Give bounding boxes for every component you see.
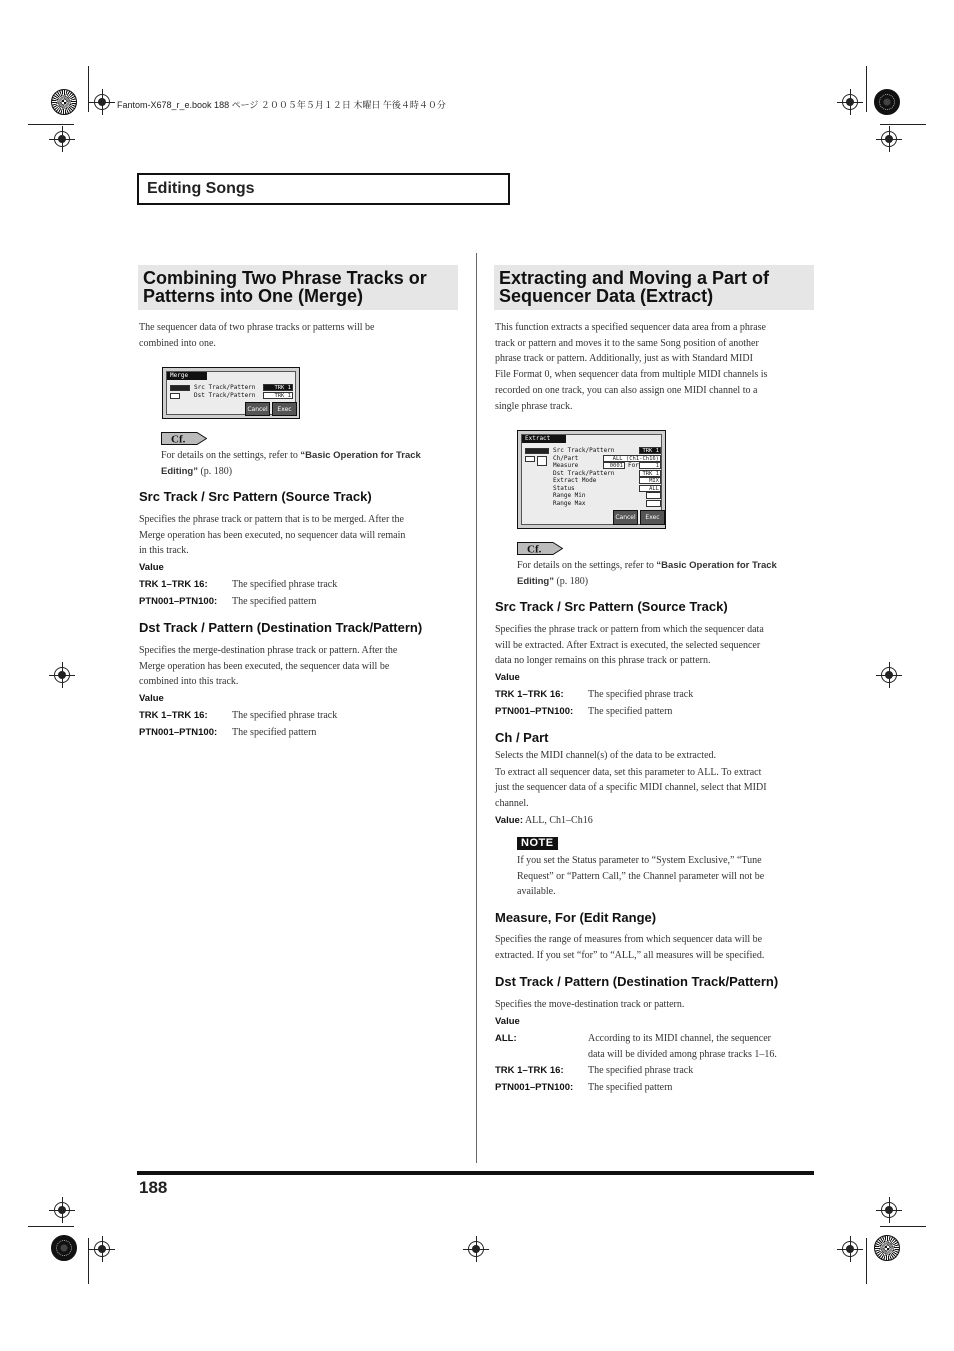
- extract-measure-desc: [495, 932, 815, 963]
- merge-row-src: Src Track/Pattern: [194, 384, 256, 391]
- extract-ch-heading: Ch / Part: [495, 730, 549, 745]
- note-text: [517, 853, 817, 900]
- value-row: [495, 687, 815, 702]
- crop-mark: [880, 1226, 926, 1227]
- registration-mark-icon: [54, 131, 70, 147]
- cf-text: For details on the settings, refer to: [161, 450, 301, 461]
- registration-mark-icon: [842, 94, 858, 110]
- extract-screen-display: [521, 434, 662, 525]
- extract-title-line1: Extracting and Moving a Part of: [499, 268, 770, 288]
- extract-exec-button[interactable]: Exec: [640, 510, 665, 525]
- cf-page-ref: (p. 180): [553, 575, 589, 587]
- desc-line: Specifies the phrase track or pattern that is to be merged. After the: [139, 514, 404, 525]
- value-label: Value:: [495, 815, 523, 826]
- registration-mark-icon: [881, 1202, 897, 1218]
- extract-src-field[interactable]: TRK 1: [639, 447, 661, 454]
- merge-src-heading: Src Track / Src Pattern (Source Track): [139, 489, 372, 504]
- merge-dst-heading: Dst Track / Pattern (Destination Track/Pattern): [139, 620, 423, 635]
- intro-line: File Format 0, when sequencer data from multiple MIDI channels is: [495, 369, 768, 381]
- merge-src-field[interactable]: TRK 1: [263, 384, 293, 391]
- desc-line: combined into this track.: [139, 676, 239, 688]
- extract-measure-heading: Measure, For (Edit Range): [495, 910, 657, 925]
- registration-mark-icon: [94, 1241, 110, 1257]
- value-label: Value: [139, 693, 164, 704]
- registration-mark-icon: [842, 1241, 858, 1257]
- desc-line: will be extracted. After Extract is executed, the selected sequencer: [495, 639, 761, 651]
- merge-section-title: [138, 265, 458, 310]
- value-row: [139, 577, 459, 592]
- color-registration-wheel-icon: [51, 89, 77, 115]
- cf-link-text[interactable]: “Basic Operation for Track: [656, 560, 777, 571]
- value-row: [495, 1031, 815, 1063]
- extract-status-field[interactable]: ALL: [639, 485, 661, 492]
- merge-cf-text: [161, 448, 471, 479]
- color-registration-wheel-icon: [874, 89, 900, 115]
- merge-screen-title: Merge: [167, 372, 207, 380]
- track-icon: [525, 448, 549, 454]
- extract-cancel-button[interactable]: Cancel: [613, 510, 638, 525]
- intro-line: phrase track or pattern. Additionally, just as with Standard MIDI: [495, 353, 753, 365]
- merge-exec-button[interactable]: Exec: [272, 402, 297, 416]
- value-row: [495, 1080, 815, 1095]
- extract-cf-text: [517, 558, 817, 589]
- registration-mark-icon: [54, 1202, 70, 1218]
- cf-link-text[interactable]: Editing”: [161, 465, 198, 477]
- value-label: Value: [139, 562, 164, 573]
- value-key: PTN001–PTN100:: [139, 596, 218, 607]
- value-desc: According to its MIDI channel, the sequencer: [588, 1033, 771, 1044]
- registration-mark-icon: [881, 131, 897, 147]
- cf-reference-icon: [161, 432, 207, 445]
- cf-link-text[interactable]: “Basic Operation for Track: [300, 450, 421, 461]
- extract-dst-field[interactable]: TRK 1: [639, 470, 661, 477]
- value-row: [139, 708, 459, 723]
- extract-section-title: [494, 265, 814, 310]
- extract-row: Extract Mode: [553, 477, 597, 484]
- cf-page-ref: (p. 180): [197, 465, 233, 477]
- value-desc: The specified pattern: [588, 706, 673, 717]
- extract-dst-desc: Specifies the move-destination track or pattern.: [495, 999, 685, 1010]
- desc-line: Merge operation has been executed, no sequencer data will remain: [139, 529, 406, 541]
- value-label: Value: [495, 672, 520, 683]
- merge-title-line2: Patterns into One (Merge): [143, 286, 364, 306]
- registration-mark-icon: [94, 94, 110, 110]
- merge-screen: [162, 367, 300, 419]
- intro-line: track or pattern and moves it to the same Song position of another: [495, 337, 759, 349]
- crop-mark: [866, 1238, 867, 1284]
- extract-row: Status: [553, 484, 575, 492]
- extract-title-line2: Sequencer Data (Extract): [499, 286, 714, 306]
- extract-for-label: For: [628, 462, 639, 469]
- chapter-title: Editing Songs: [137, 173, 510, 205]
- value-label: Value: [495, 1016, 520, 1027]
- value-key: TRK 1–TRK 16:: [495, 1065, 564, 1076]
- registration-mark-icon: [54, 667, 70, 683]
- crop-mark: [88, 66, 89, 112]
- value-key: TRK 1–TRK 16:: [495, 689, 564, 700]
- cf-label: Cf.: [527, 543, 542, 555]
- cf-link-text[interactable]: Editing”: [517, 575, 554, 587]
- extract-dst-heading: Dst Track / Pattern (Destination Track/Pattern): [495, 974, 779, 989]
- column-divider: [476, 253, 477, 1163]
- merge-screen-display: [166, 371, 296, 415]
- extract-intro: [495, 320, 815, 414]
- value-desc: The specified phrase track: [232, 579, 338, 590]
- extract-row: Dst Track/Pattern: [553, 469, 615, 477]
- merge-row-dst: Dst Track/Pattern: [194, 392, 256, 399]
- pattern-icon: [525, 456, 535, 462]
- crop-mark: [88, 1238, 89, 1284]
- crop-mark: [28, 1226, 74, 1227]
- merge-src-desc: [139, 512, 459, 559]
- desc-line: in this track.: [139, 545, 189, 557]
- extract-src-heading: Src Track / Src Pattern (Source Track): [495, 599, 728, 614]
- note-line: Request” or “Pattern Call,” the Channel parameter will not be: [517, 870, 765, 882]
- merge-intro-line: combined into one.: [139, 337, 216, 349]
- extract-ch-desc: [495, 748, 815, 812]
- value-desc: The specified phrase track: [588, 1065, 694, 1076]
- color-registration-wheel-icon: [51, 1235, 77, 1261]
- desc-line: To extract all sequencer data, set this parameter to ALL. To extract: [495, 766, 762, 778]
- extract-measure-field[interactable]: 0001: [603, 462, 625, 469]
- desc-line: Selects the MIDI channel(s) of the data to be extracted.: [495, 750, 717, 761]
- desc-line: Merge operation has been executed, the sequencer data will be: [139, 660, 390, 672]
- value-key: PTN001–PTN100:: [495, 1082, 574, 1093]
- desc-line: Specifies the merge-destination phrase track or pattern. After the: [139, 645, 398, 656]
- extract-ch-field[interactable]: ALL (Ch1-Ch16): [603, 455, 661, 462]
- value-key: TRK 1–TRK 16:: [139, 710, 208, 721]
- extract-screen: [517, 430, 666, 529]
- extract-mode-field[interactable]: MIX: [639, 477, 661, 484]
- value-text: ALL, Ch1–Ch16: [523, 815, 593, 826]
- extract-ch-values: [495, 813, 593, 829]
- value-desc: The specified phrase track: [588, 689, 694, 700]
- merge-dst-desc: [139, 643, 459, 690]
- value-desc: The specified pattern: [232, 727, 317, 738]
- value-key: TRK 1–TRK 16:: [139, 579, 208, 590]
- value-key: PTN001–PTN100:: [139, 727, 218, 738]
- desc-line: Specifies the phrase track or pattern from which the sequencer data: [495, 624, 764, 635]
- extract-src-desc: [495, 622, 815, 669]
- extract-screen-title: Extract: [522, 435, 566, 443]
- merge-dst-field[interactable]: TRK 1: [263, 392, 293, 399]
- extract-range-max-field[interactable]: [646, 500, 661, 507]
- desc-line: data no longer remains on this phrase track or pattern.: [495, 655, 711, 667]
- note-line: available.: [517, 886, 556, 898]
- note-badge: NOTE: [517, 837, 558, 850]
- desc-line: channel.: [495, 798, 529, 810]
- print-header: Fantom-X678_r_e.book 188 ページ ２００５年５月１２日 木曜日 午後４時４０分: [117, 100, 446, 110]
- value-row: [139, 725, 459, 740]
- cf-reference-icon: [517, 542, 563, 555]
- value-desc: The specified pattern: [232, 596, 317, 607]
- value-row: [139, 594, 459, 609]
- extract-row: Ch/Part: [553, 454, 579, 462]
- desc-line: Specifies the range of measures from which sequencer data will be: [495, 934, 763, 945]
- cf-label: Cf.: [171, 433, 186, 445]
- crop-mark: [880, 124, 926, 125]
- desc-line: just the sequencer data of a specific MIDI channel, select that MIDI: [495, 782, 767, 794]
- merge-cancel-button[interactable]: Cancel: [245, 402, 270, 416]
- extract-row: Src Track/Pattern: [553, 447, 615, 454]
- extract-row: Range Min: [553, 492, 586, 499]
- split-icon: [537, 456, 547, 466]
- cf-text: For details on the settings, refer to: [517, 560, 657, 571]
- extract-range-min-field[interactable]: [646, 492, 661, 499]
- merge-intro: [139, 320, 459, 351]
- pattern-icon: [170, 393, 180, 399]
- extract-row: Range Max: [553, 499, 586, 507]
- value-key: PTN001–PTN100:: [495, 706, 574, 717]
- value-desc: The specified phrase track: [232, 710, 338, 721]
- value-row: [495, 704, 815, 719]
- value-desc: The specified pattern: [588, 1082, 673, 1093]
- color-registration-wheel-icon: [874, 1235, 900, 1261]
- intro-line: single phrase track.: [495, 400, 573, 412]
- crop-mark: [28, 124, 74, 125]
- value-row: [495, 1063, 815, 1078]
- desc-line: extracted. If you set “for” to “ALL,” all measures will be specified.: [495, 949, 765, 961]
- footer-rule: [137, 1171, 814, 1175]
- intro-line: This function extracts a specified sequencer data area from a phrase: [495, 322, 766, 333]
- track-icon: [170, 385, 190, 391]
- page-number: 188: [139, 1178, 168, 1197]
- crop-mark: [866, 66, 867, 112]
- extract-row: Measure: [553, 462, 579, 469]
- extract-for-field[interactable]: 1: [639, 462, 661, 469]
- registration-mark-icon: [468, 1241, 484, 1257]
- value-key: ALL:: [495, 1033, 517, 1044]
- merge-title-line1: Combining Two Phrase Tracks or: [143, 268, 427, 288]
- merge-intro-line: The sequencer data of two phrase tracks or patterns will be: [139, 322, 375, 333]
- value-desc: data will be divided among phrase tracks 1–16.: [588, 1048, 777, 1060]
- intro-line: recorded on one track, you can also assign one MIDI channel to a: [495, 384, 758, 396]
- registration-mark-icon: [881, 667, 897, 683]
- note-line: If you set the Status parameter to “System Exclusive,” “Tune: [517, 855, 762, 866]
